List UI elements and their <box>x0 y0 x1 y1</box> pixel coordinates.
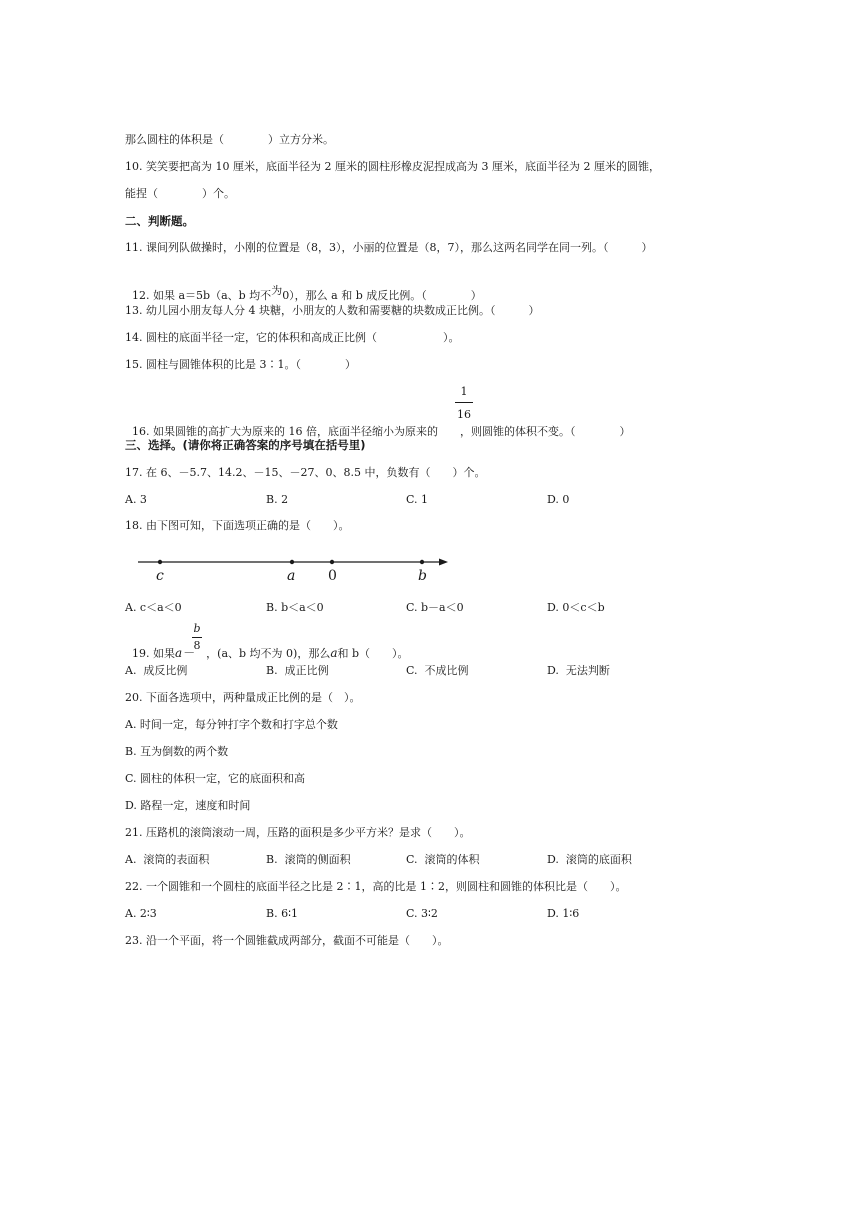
q22-option-c: C. 3∶2 <box>406 907 438 920</box>
question-19 <box>125 632 409 661</box>
number-line-label-c: c <box>156 568 164 584</box>
q19-variable-a: a <box>330 646 338 660</box>
q19-fraction-denominator: 8 <box>193 639 201 652</box>
q17-option-a: A. 3 <box>125 493 147 506</box>
question-16 <box>125 408 631 439</box>
q10-line1: 10. 笑笑要把高为 10 厘米，底面半径为 2 厘米的圆柱形橡皮泥捏成高为 3 厘米，底面半径为 2 厘米的圆锥， <box>125 160 660 173</box>
q21-option-c: C. 滚筒的体积 <box>406 853 480 866</box>
q12-raised-char: 为 <box>271 284 283 297</box>
q21-option-b: B. 滚筒的侧面积 <box>266 853 351 866</box>
q19-option-d: D. 无法判断 <box>547 664 610 677</box>
q19-part1: 19. 如果 <box>132 647 175 660</box>
number-line-figure <box>130 550 460 586</box>
q20-option-b: B. 互为倒数的两个数 <box>125 745 229 758</box>
number-line-label-zero: 0 <box>328 568 337 584</box>
question-20: 20. 下面各选项中，两种量成正比例的是（ ）。 <box>125 691 361 704</box>
q19-part3: 和 b（ ）。 <box>337 647 409 660</box>
q18-option-b: B. b＜a＜0 <box>266 601 324 614</box>
q20-option-d: D. 路程一定，速度和时间 <box>125 799 251 812</box>
q10-line2: 能捏（ ）个。 <box>125 187 235 200</box>
question-21: 21. 压路机的滚筒滚动一周，压路的面积是多少平方米？是求（ ）。 <box>125 826 471 839</box>
q17-option-b: B. 2 <box>266 493 289 506</box>
q16-part1: 16. 如果圆锥的高扩大为原来的 16 倍，底面半径缩小为原来的 <box>132 425 438 438</box>
q19-option-c: C. 不成比例 <box>406 664 469 677</box>
question-12 <box>125 275 482 303</box>
q16-fraction-numerator: 1 <box>460 385 468 398</box>
q20-option-c: C. 圆柱的体积一定，它的底面积和高 <box>125 772 306 785</box>
q19-fraction-bar <box>192 637 202 638</box>
question-11: 11. 课间列队做操时，小刚的位置是（8，3），小丽的位置是（8，7），那么这两名同学在同一列。（ ） <box>125 241 653 254</box>
question-14: 14. 圆柱的底面半径一定，它的体积和高成正比例（ ）。 <box>125 331 460 344</box>
q22-option-a: A. 2∶3 <box>125 907 157 920</box>
question-23: 23. 沿一个平面，将一个圆锥截成两部分，截面不可能是（ ）。 <box>125 934 449 947</box>
q21-option-d: D. 滚筒的底面积 <box>547 853 632 866</box>
q22-option-d: D. 1∶6 <box>547 907 580 920</box>
q19-part2: ，(a、b 均不为 0)，那么 <box>206 647 331 660</box>
q19-expression: a－ <box>175 646 195 660</box>
q19-fraction-numerator: b <box>193 622 201 635</box>
number-line-label-a: a <box>287 568 296 584</box>
section-choice-heading: 三、选择。(请你将正确答案的序号填在括号里) <box>125 438 366 452</box>
q22-option-b: B. 6∶1 <box>266 907 298 920</box>
q9-continuation: 那么圆柱的体积是（ ）立方分米。 <box>125 133 334 146</box>
q21-option-a: A. 滚筒的表面积 <box>125 853 210 866</box>
q16-fraction-bar <box>455 402 473 403</box>
q17-option-d: D. 0 <box>547 493 570 506</box>
question-15: 15. 圆柱与圆锥体积的比是 3∶1。（ ） <box>125 358 356 371</box>
q20-option-a: A. 时间一定，每分钟打字个数和打字总个数 <box>125 718 338 731</box>
question-13: 13. 幼儿园小朋友每人分 4 块糖，小朋友的人数和需要糖的块数成正比例。（ ） <box>125 304 540 317</box>
q16-fraction-denominator: 16 <box>457 408 471 421</box>
question-17: 17. 在 6、－5.7、14.2、－15、－27、0、8.5 中，负数有（ ）个。 <box>125 466 486 479</box>
q18-option-a: A. c＜a＜0 <box>125 601 182 614</box>
q12-part2: 0），那么 a 和 b 成反比例。（ ） <box>282 289 482 302</box>
q19-option-a: A. 成反比例 <box>125 664 188 677</box>
question-22: 22. 一个圆锥和一个圆柱的底面半径之比是 2∶1，高的比是 1∶2，则圆柱和圆锥的体积比是（ ）。 <box>125 880 627 893</box>
q16-part2: ，则圆锥的体积不变。（ ） <box>459 425 631 438</box>
section-judgement-heading: 二、判断题。 <box>125 214 194 228</box>
q17-option-c: C. 1 <box>406 493 429 506</box>
q19-option-b: B. 成正比例 <box>266 664 329 677</box>
q18-option-c: C. b－a＜0 <box>406 601 464 614</box>
q12-part1: 12. 如果 a＝5b（a、b 均不 <box>132 289 272 302</box>
question-18: 18. 由下图可知，下面选项正确的是（ ）。 <box>125 519 350 532</box>
number-line-label-b: b <box>418 568 427 584</box>
q18-option-d: D. 0＜c＜b <box>547 601 605 614</box>
